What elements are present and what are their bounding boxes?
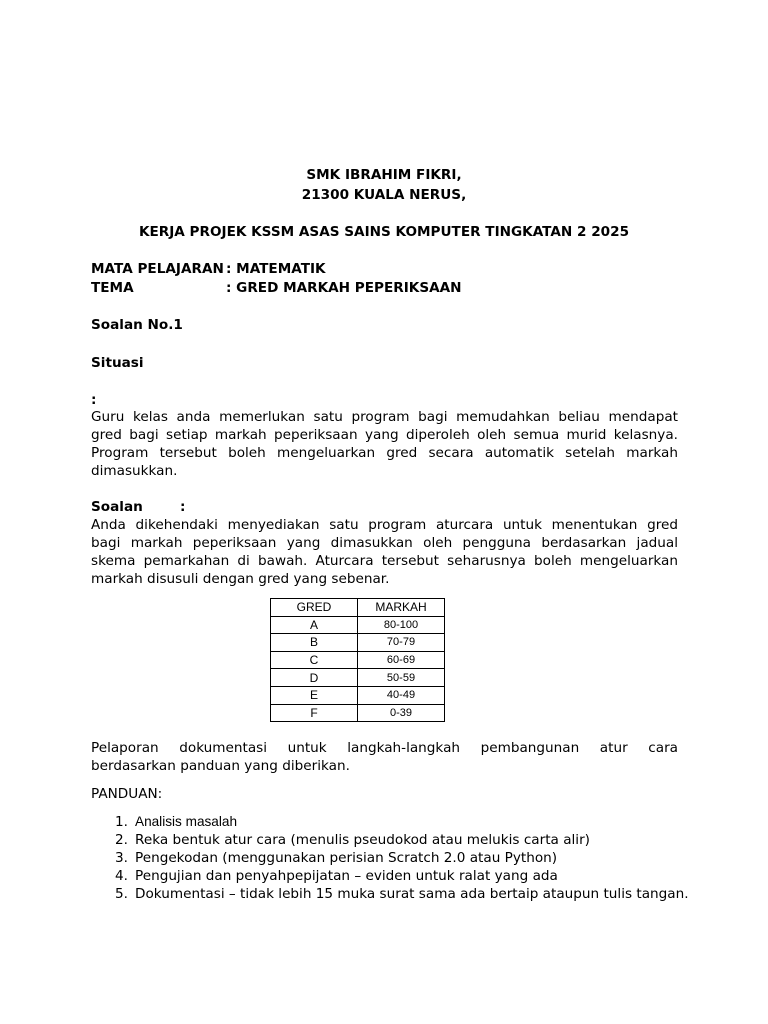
list-text: Pengujian dan penyahpepijatan – eviden untuk ralat yang ada	[135, 868, 558, 884]
list-item	[91, 849, 711, 867]
school-address: 21300 KUALA NERUS,	[301, 187, 467, 203]
list-item	[91, 867, 711, 885]
guide-heading: PANDUAN:	[91, 786, 163, 802]
list-number: 3.	[115, 850, 128, 866]
question-line: markah disusuli dengan gred yang sebenar.	[91, 571, 390, 587]
table-row	[271, 669, 445, 687]
question-colon: :	[180, 499, 186, 515]
situation-heading: Situasi	[91, 355, 144, 371]
situation-line: dimasukkan.	[91, 463, 178, 479]
grade-cell: C	[271, 651, 358, 669]
question-line: bagi markah peperiksaan yang dimasukkan oleh pengguna berdasarkan jadual	[91, 535, 678, 551]
subject-label: MATA PELAJARAN	[91, 261, 224, 277]
question-line: skema pemarkahan di bawah. Aturcara tersebut seharusnya boleh mengeluarkan	[91, 553, 678, 569]
list-number: 5.	[115, 886, 128, 902]
table-row	[271, 686, 445, 704]
situation-line: Guru kelas anda memerlukan satu program bagi memudahkan beliau mendapat	[91, 409, 678, 425]
situation-colon: :	[91, 392, 97, 408]
grade-cell: A	[271, 616, 358, 634]
grade-table-header	[271, 599, 445, 617]
list-text: Analisis masalah	[135, 814, 237, 829]
school-name: SMK IBRAHIM FIKRI,	[306, 167, 462, 183]
situation-line: gred bagi setiap markah peperiksaan yang diperoleh oleh semua murid kelasnya.	[91, 427, 678, 443]
list-text: Reka bentuk atur cara (menulis pseudokod atau melukis carta alir)	[135, 832, 590, 848]
marks-cell: 0-39	[358, 704, 445, 722]
marks-header: MARKAH	[358, 599, 445, 617]
grade-table	[270, 598, 445, 722]
marks-cell: 60-69	[358, 651, 445, 669]
list-text: Pengekodan (menggunakan perisian Scratch 2.0 atau Python)	[135, 850, 558, 866]
list-number: 4.	[115, 868, 128, 884]
list-text: Dokumentasi – tidak lebih 15 muka surat sama ada bertaip ataupun tulis tangan.	[135, 886, 689, 902]
grade-header: GRED	[271, 599, 358, 617]
marks-cell: 70-79	[358, 634, 445, 652]
marks-cell: 80-100	[358, 616, 445, 634]
grade-cell: B	[271, 634, 358, 652]
theme-value: : GRED MARKAH PEPERIKSAAN	[226, 280, 462, 296]
list-item	[91, 813, 711, 831]
table-row	[271, 616, 445, 634]
question-heading: Soalan	[91, 499, 143, 515]
grade-cell: F	[271, 704, 358, 722]
question-text	[91, 516, 678, 588]
question-line: Anda dikehendaki menyediakan satu program aturcara untuk menentukan gred	[91, 517, 678, 533]
report-text	[91, 739, 678, 775]
report-line: Pelaporan dokumentasi untuk langkah-langkah pembangunan atur cara	[91, 740, 678, 756]
marks-cell: 40-49	[358, 686, 445, 704]
table-row	[271, 634, 445, 652]
grade-cell: D	[271, 669, 358, 687]
situation-line: Program tersebut boleh mengeluarkan gred secara automatik setelah markah	[91, 445, 678, 461]
guide-list	[91, 813, 711, 903]
grade-cell: E	[271, 686, 358, 704]
marks-cell: 50-59	[358, 669, 445, 687]
list-item	[91, 885, 711, 903]
list-item	[91, 831, 711, 849]
theme-label: TEMA	[91, 280, 134, 296]
table-row	[271, 704, 445, 722]
list-number: 2.	[115, 832, 128, 848]
question-number: Soalan No.1	[91, 317, 183, 333]
report-line: berdasarkan panduan yang diberikan.	[91, 758, 350, 774]
list-number: 1.	[115, 814, 128, 830]
table-row	[271, 651, 445, 669]
subject-value: : MATEMATIK	[226, 261, 326, 277]
situation-text	[91, 408, 678, 480]
project-title: KERJA PROJEK KSSM ASAS SAINS KOMPUTER TINGKATAN 2 2025	[138, 224, 630, 240]
